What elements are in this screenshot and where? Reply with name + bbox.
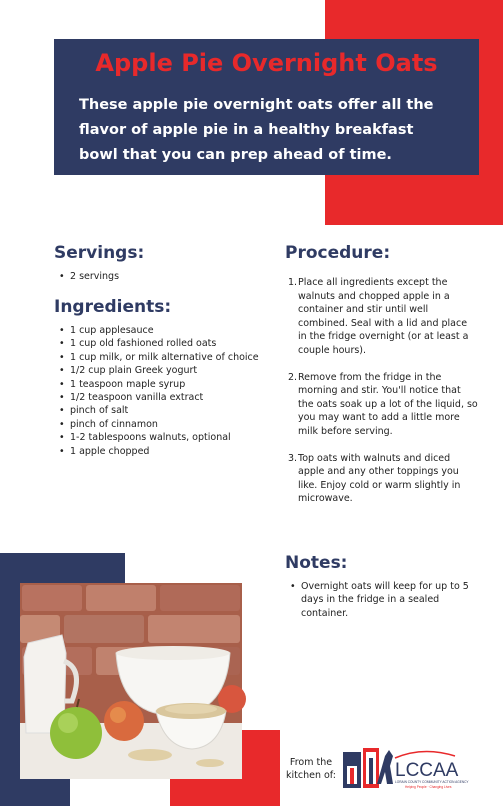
notes-list	[287, 580, 477, 620]
procedure-heading: Procedure:	[285, 243, 391, 263]
list-item: • 2 servings	[56, 270, 256, 283]
list-item: • 1 teaspoon maple syrup	[56, 378, 271, 391]
navy-accent-strip-bottom	[0, 553, 125, 583]
list-item: • pinch of cinnamon	[56, 418, 271, 431]
step-number: 2.	[288, 371, 298, 383]
recipe-title: Apple Pie Overnight Oats	[95, 49, 438, 77]
ingredients-list	[56, 324, 271, 458]
servings-list	[56, 270, 256, 283]
procedure-step	[288, 276, 478, 358]
list-item: • 1 apple chopped	[56, 445, 271, 458]
list-item: • 1/2 cup plain Greek yogurt	[56, 364, 271, 377]
list-item: • 1 cup applesauce	[56, 324, 271, 337]
kitchen-line-1: From the	[289, 757, 333, 768]
step-number: 3.	[288, 452, 298, 464]
header-banner	[54, 39, 479, 175]
step-text: Place all ingredients except the walnuts and chopped apple in a container and stir until well combined. Seal with a lid and place in the fridge overnight (or at least a couple hours).	[298, 277, 469, 356]
procedure-steps	[288, 276, 478, 519]
logo-text: LCCAA	[395, 760, 459, 781]
procedure-step	[288, 371, 478, 439]
notes-heading: Notes:	[285, 553, 348, 573]
list-item: • pinch of salt	[56, 404, 271, 417]
ingredients-heading: Ingredients:	[54, 297, 172, 317]
oats-photo-illustration	[20, 583, 242, 779]
kitchen-credit	[278, 756, 344, 782]
servings-heading: Servings:	[54, 243, 145, 263]
list-item: • 1-2 tablespoons walnuts, optional	[56, 431, 271, 444]
recipe-photo	[20, 583, 242, 779]
logo-subtext: LORAIN COUNTY COMMUNITY ACTION AGENCY	[395, 780, 469, 784]
recipe-intro: These apple pie overnight oats offer all the flavor of apple pie in a healthy breakfast bowl that you can prep ahead of time.	[79, 97, 434, 163]
list-item: • Overnight oats will keep for up to 5 days in the fridge in a sealed container.	[287, 580, 477, 620]
list-item: • 1 cup old fashioned rolled oats	[56, 337, 271, 350]
kitchen-line-2: kitchen of:	[285, 770, 336, 781]
lccaa-logo	[343, 744, 469, 794]
logo-tagline: Helping People · Changing Lives	[405, 785, 452, 789]
step-text: Top oats with walnuts and diced apple and any other toppings you like. Enjoy cold or warm slightly in microwave.	[298, 452, 461, 505]
step-text: Remove from the fridge in the morning and stir. You'll notice that the oats soak up a lot of the liquid, so you may want to add a little more milk before serving.	[298, 371, 478, 437]
list-item: • 1 cup milk, or milk alternative of choice	[56, 351, 271, 364]
lccaa-logo-graphic	[343, 744, 469, 794]
step-number: 1.	[288, 277, 298, 288]
procedure-step	[288, 452, 478, 506]
list-item: • 1/2 teaspoon vanilla extract	[56, 391, 271, 404]
